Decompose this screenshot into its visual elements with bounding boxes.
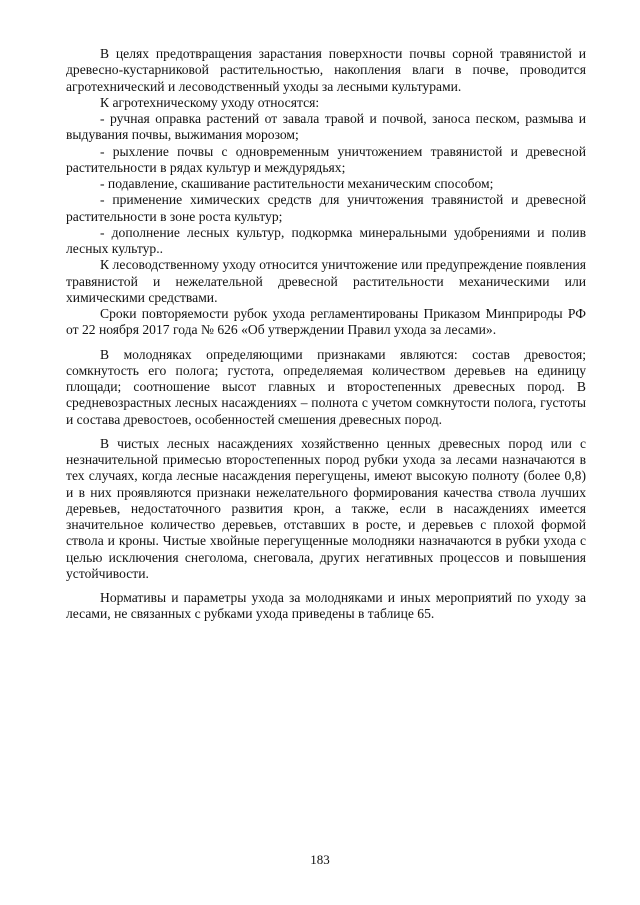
- paragraph-terms: Сроки повторяемости рубок ухода регламентированы Приказом Минприроды РФ от 22 ноября 2017 года № 626 «Об утверждении Правил ухода за лесами».: [66, 306, 586, 338]
- paragraph-intro: В целях предотвращения зарастания поверхности почвы сорной травянистой и древесно-кустарниковой растительностью, накопления влаги в почве, проводится агротехнический и лесоводственный уходы за лесными культурами.: [66, 46, 586, 94]
- paragraph-young-stands: В молодняках определяющими признаками являются: состав древостоя; сомкнутость его полога; густота, определяемая количеством деревьев на единицу площади; соотношение высот главных и второстепенных древесных пород. В средневозрастных лесных насаждениях – полнота с учетом сомкнутости полога, густоты и состава древостоев, особенностей смешения древесных пород.: [66, 346, 586, 427]
- page-number: 183: [310, 852, 330, 867]
- paragraph-silvicultural: К лесоводственному уходу относится уничтожение или предупреждение появления травянистой и нежелательной древесной растительности механическими или химическими средствами.: [66, 257, 586, 305]
- paragraph-pure-stands: В чистых лесных насаждениях хозяйственно ценных древесных пород или с незначительной примесью второстепенных пород рубки ухода за лесами назначаются в тех случаях, когда лесные насаждения перегущены, имеют высокую полноту (более 0,8) и в них проявляются признаки нежелательного формирования качества ствола лучших деревьев, недостаточного развития крон, а также, если в насаждениях имеется значительное количество деревьев, отставших в росте, и деревьев с плохой формой ствола и кроны. Чистые хвойные перегущенные молодняки назначаются в рубки ухода с целью исключения снеголома, снеговала, других негативных процессов и повышения устойчивости.: [66, 435, 586, 581]
- list-item-chemicals: - применение химических средств для уничтожения травянистой и древесной растительности в зоне роста культур;: [66, 192, 586, 224]
- list-item-manual-care: - ручная оправка растений от завала травой и почвой, заноса песком, размыва и выдувания почвы, выжимания морозом;: [66, 111, 586, 143]
- list-item-supplement: - дополнение лесных культур, подкормка минеральными удобрениями и полив лесных культур..: [66, 224, 586, 256]
- body-text: [66, 46, 586, 623]
- paragraph-norms: Нормативы и параметры ухода за молодняками и иных мероприятий по уходу за лесами, не связанных с рубками ухода приведены в таблице 65.: [66, 590, 586, 622]
- list-item-loosening: - рыхление почвы с одновременным уничтожением травянистой и древесной растительности в рядах культур и междурядьях;: [66, 143, 586, 175]
- paragraph-agro-heading: К агротехническому уходу относятся:: [100, 94, 320, 110]
- list-item-mowing: - подавление, скашивание растительности механическим способом;: [100, 176, 494, 191]
